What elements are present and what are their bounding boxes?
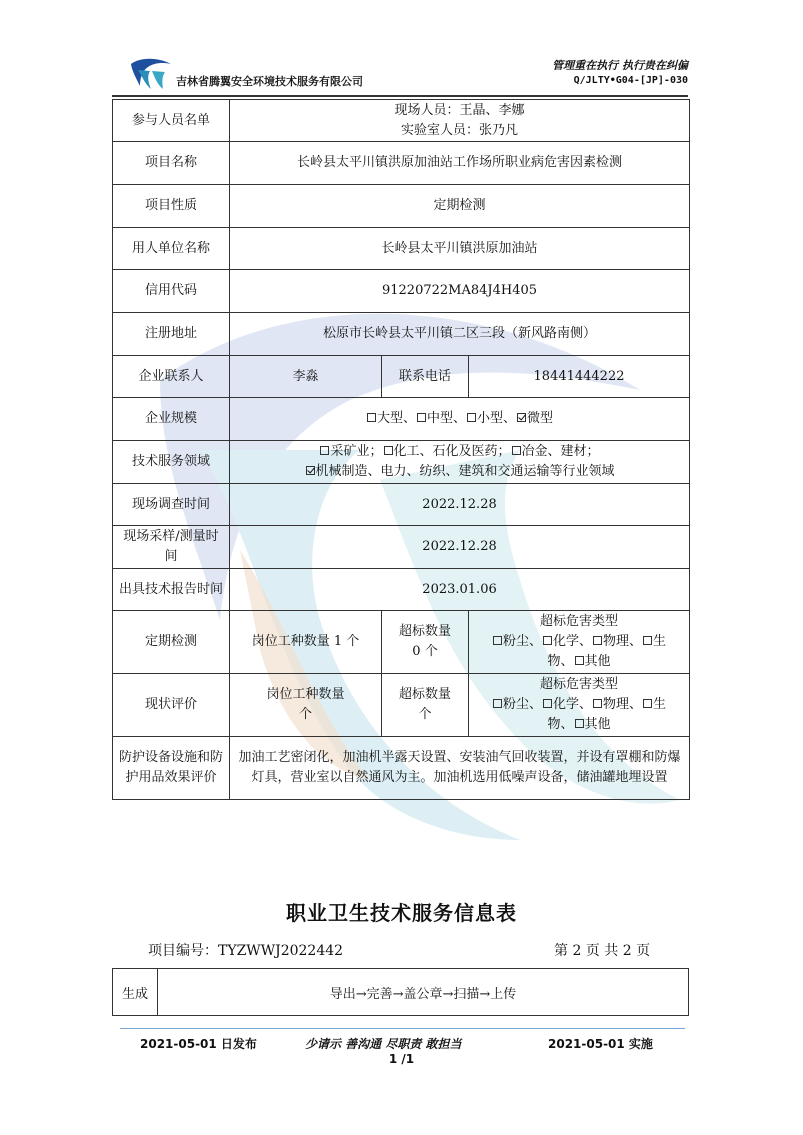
status-posts-label: 岗位工种数量 [266,687,345,702]
checkbox-large [367,413,376,422]
protection-value: 加油工艺密闭化，加油机半露天设置、安装油气回收装置，并设有罩棚和防爆灯具，营业室以自然通风为主。加油机选用低噪声设备，储油罐地埋设置 [230,737,690,800]
domain-option-mining: 采矿业； [330,444,383,459]
status-label: 现状评价 [113,674,230,737]
sampling-time-label: 现场采样/测量时间 [113,526,230,569]
hazard-physical: 物理、 [603,634,643,649]
project-name-label: 项目名称 [113,142,230,185]
table-row [113,526,690,569]
domain-label: 技术服务领域 [113,441,230,484]
project-name-value: 长岭县太平川镇洪原加油站工作场所职业病危害因素检测 [230,142,690,185]
hazard-dust: 粉尘、 [502,697,542,712]
table-row [113,674,690,737]
checkbox-medium [417,413,426,422]
status-exceed [382,674,469,737]
table-row [113,270,690,313]
contact-label: 企业联系人 [113,356,230,398]
table-row [113,969,689,1016]
hazard-other: 其他 [584,717,611,732]
checkbox-other [575,719,584,728]
generate-label: 生成 [113,969,158,1016]
project-nature-label: 项目性质 [113,185,230,228]
hazard-bio-rest: 物、 [547,717,574,732]
hazard-chemical: 化学、 [553,697,593,712]
company-name: 吉林省腾翼安全环境技术服务有限公司 [176,75,363,88]
participants-field-staff: 现场人员：王晶、李娜 [394,102,525,118]
credit-code-label: 信用代码 [113,270,230,313]
table-row [113,737,690,800]
status-exceed-unit: 个 [418,707,432,722]
protection-label: 防护设备设施和防护用品效果评价 [113,737,230,800]
periodic-exceed [382,611,469,674]
hazard-chemical: 化学、 [553,634,593,649]
sampling-time-value: 2022.12.28 [230,526,690,569]
hazard-other: 其他 [584,654,611,669]
flow-table [112,968,689,1016]
checkbox-chemical [543,699,552,708]
domain-option-metallurgy: 冶金、建材； [521,444,600,459]
checkbox-other [575,656,584,665]
periodic-hazard-title: 超标危害类型 [540,614,619,629]
participants-value [230,100,690,142]
address-value: 松原市长岭县太平川镇二区三段（新风路南侧） [230,313,690,356]
status-posts [230,674,382,737]
publish-date: 2021-05-01 日发布 [140,1037,257,1051]
checkbox-metallurgy [512,446,521,455]
survey-time-value: 2022.12.28 [230,484,690,526]
implement-date: 2021-05-01 实施 [548,1037,653,1051]
hazard-physical: 物理、 [603,697,643,712]
table-row [113,398,690,441]
periodic-label: 定期检测 [113,611,230,674]
footer-divider [120,1028,685,1029]
flow-steps: 导出→完善→盖公章→扫描→上传 [158,969,689,1016]
document-code: Q/JLTY•G04-[JP]-030 [573,75,688,86]
participants-label: 参与人员名单 [113,100,230,142]
report-time-label: 出具技术报告时间 [113,569,230,611]
checkbox-micro-checked [517,413,526,422]
company-logo-icon [128,56,174,92]
table-row [113,313,690,356]
checkbox-physical [593,699,602,708]
phone-label: 联系电话 [382,356,469,398]
periodic-exceed-label: 超标数量 [398,624,451,639]
checkbox-dust [493,699,502,708]
table-row [113,185,690,228]
checkbox-dust [493,636,502,645]
table-row [113,142,690,185]
table-row [113,228,690,270]
scale-option-large: 大型、 [376,411,416,426]
employer-label: 用人单位名称 [113,228,230,270]
header-motto: 管理重在执行 执行贵在纠偏 [552,59,688,72]
hazard-bio-rest: 物、 [547,654,574,669]
domain-option-chemical: 化工、石化及医药； [393,444,511,459]
domain-option-machinery: 机械制造、电力、纺织、建筑和交通运输等行业领域 [315,464,615,479]
checkbox-bio [643,699,652,708]
hazard-bio-part: 生 [653,697,667,712]
checkbox-bio [643,636,652,645]
periodic-exceed-value: 0 个 [412,644,438,659]
footer-slogan: 少请示 善沟通 尽职责 敢担当 [305,1037,462,1051]
credit-code-value: 91220722MA84J4H405 [230,270,690,313]
project-nature-value: 定期检测 [230,185,690,228]
table-row [113,441,690,484]
table-row [113,569,690,611]
checkbox-chemical [543,636,552,645]
page-number: 1 /1 [388,1052,415,1066]
employer-value: 长岭县太平川镇洪原加油站 [230,228,690,270]
checkbox-chemical [384,446,393,455]
periodic-posts: 岗位工种数量 1 个 [230,611,382,674]
status-posts-unit: 个 [298,707,312,722]
survey-time-label: 现场调查时间 [113,484,230,526]
page-info: 第 2 页 共 2 页 [554,943,651,959]
periodic-hazards [469,611,690,674]
status-hazard-title: 超标危害类型 [540,677,619,692]
page-header [112,50,688,94]
project-number: 项目编号：TYZWWJ2022442 [148,943,344,959]
checkbox-mining [320,446,329,455]
participants-lab-staff: 实验室人员：张乃凡 [401,122,519,138]
scale-option-medium: 中型、 [427,411,467,426]
table-row [113,484,690,526]
scale-option-micro: 微型 [527,411,554,426]
table-row [113,356,690,398]
scale-options [230,398,690,441]
header-divider [112,95,688,97]
table-row [113,100,690,142]
form-title: 职业卫生技术服务信息表 [286,901,517,925]
scale-label: 企业规模 [113,398,230,441]
hazard-bio-part: 生 [653,634,667,649]
status-hazards [469,674,690,737]
contact-name: 李淼 [230,356,382,398]
table-row [113,611,690,674]
checkbox-physical [593,636,602,645]
report-time-value: 2023.01.06 [230,569,690,611]
status-exceed-label: 超标数量 [398,687,451,702]
checkbox-machinery-checked [306,466,315,475]
info-table [112,99,690,800]
phone-value: 18441444222 [469,356,690,398]
checkbox-small [467,413,476,422]
scale-option-small: 小型、 [477,411,517,426]
hazard-dust: 粉尘、 [502,634,542,649]
address-label: 注册地址 [113,313,230,356]
domain-options [230,441,690,484]
